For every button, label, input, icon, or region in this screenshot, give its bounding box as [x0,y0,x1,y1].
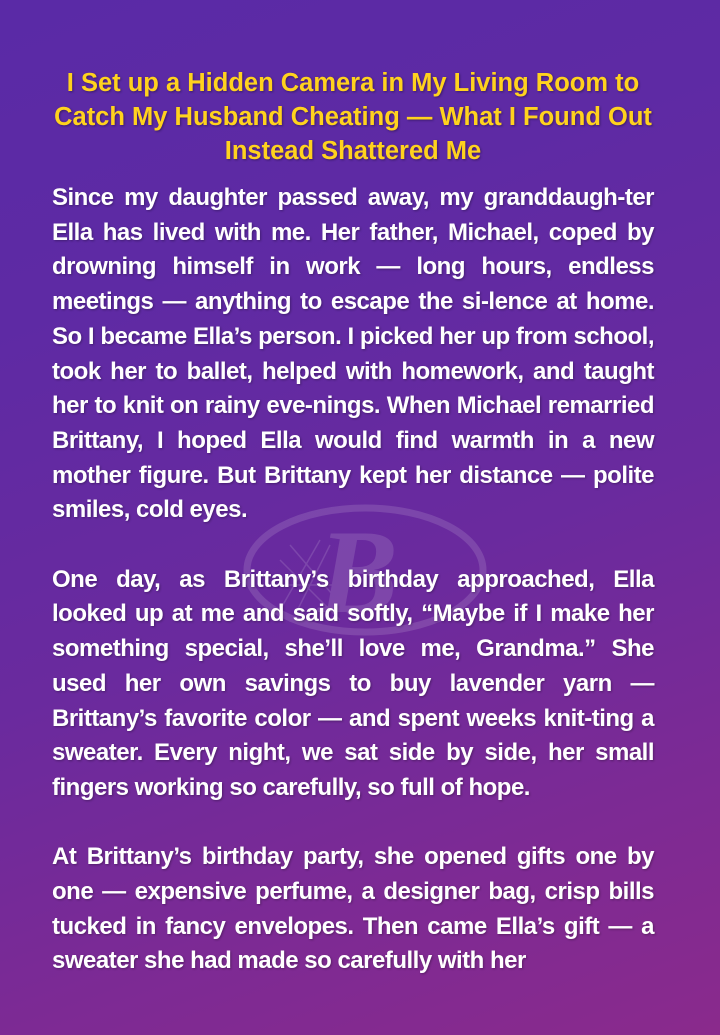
article-paragraph-1: Since my daughter passed away, my granddaugh-ter Ella has lived with me. Her father, Michael, coped by drowning himself in work — long hours, endless meetings — anything to escape the si-lence at home. So I became Ella’s person. I picked her up from school, took her to ballet, helped with homework, and taught her to knit on rainy eve-nings. When Michael remarried Brittany, I hoped Ella would find warmth in a new mother figure. But Brittany kept her distance — polite smiles, cold eyes. [52,184,654,524]
article-title: I Set up a Hidden Camera in My Living Room to Catch My Husband Cheating — What I Found Out Instead Shattered Me [54,69,652,165]
article-paragraph-2: One day, as Brittany’s birthday approached, Ella looked up at me and said softly, “Maybe if I make her something special, she’ll love me, Grandma.” She used her own savings to buy lavender yarn — Brittany’s favorite color — and spent weeks knit-ting a sweater. Every night, we sat side by side, her small fingers working so carefully, so full of hope. [52,565,654,801]
article [52,66,654,1014]
watermark-letter: B [317,505,399,638]
article-paragraph-3: At Brittany’s birthday party, she opened gifts one by one — expensive perfume, a designer bag, crisp bills tucked in fancy envelopes. Then came Ella’s gift — a sweater she had made so carefully with her [52,843,654,975]
